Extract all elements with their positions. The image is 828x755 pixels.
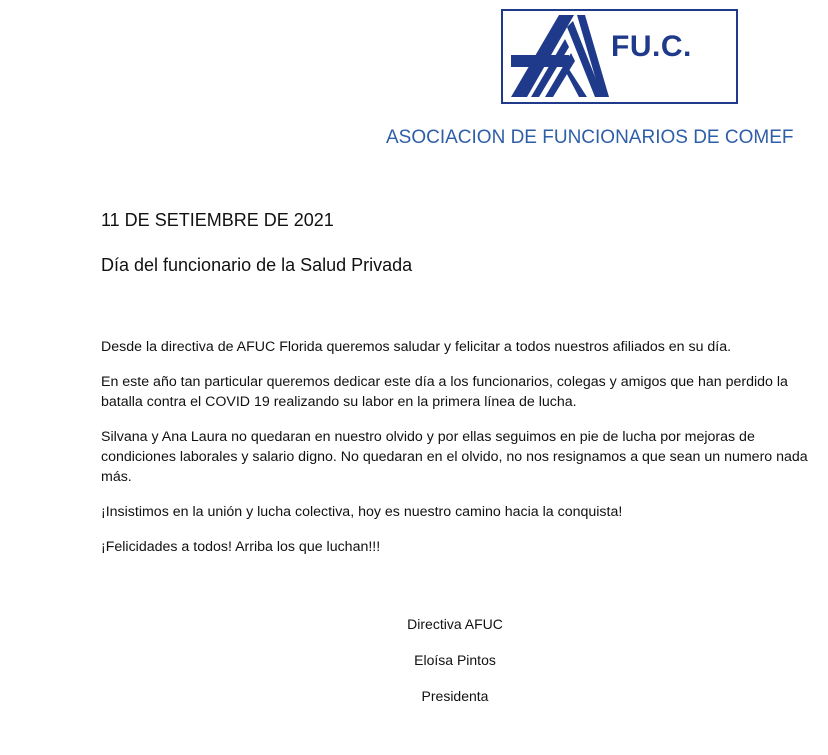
logo-text: FU.C. [611, 30, 692, 63]
signature-name: Eloísa Pintos [414, 652, 496, 668]
organization-name: ASOCIACION DE FUNCIONARIOS DE COMEF [386, 127, 794, 148]
paragraph: Silvana y Ana Laura no quedaran en nuestro olvido y por ellas seguimos en pie de lucha por mejoras de condiciones laborales y salario digno. No quedaran en el olvido, no nos resignamos a que sean un numero nada más. [101, 429, 808, 485]
afuc-logo [501, 9, 738, 104]
paragraph: ¡Insistimos en la unión y lucha colectiva, hoy es nuestro camino hacia la conquista! [101, 504, 623, 520]
paragraph: ¡Felicidades a todos! Arriba los que luchan!!! [101, 539, 381, 555]
paragraph: En este año tan particular queremos dedicar este día a los funcionarios, colegas y amigos que han perdido la batalla contra el COVID 19 realizando su labor en la primera línea de lucha. [101, 374, 788, 410]
letter-title: Día del funcionario de la Salud Privada [101, 255, 413, 275]
letter-body [101, 337, 811, 572]
signature-block [355, 616, 555, 724]
signature-role: Presidenta [421, 688, 489, 704]
paragraph: Desde la directiva de AFUC Florida queremos saludar y felicitar a todos nuestros afiliados en su día. [101, 339, 732, 355]
letter-date: 11 DE SETIEMBRE DE 2021 [101, 210, 334, 230]
signature-organization: Directiva AFUC [407, 616, 503, 632]
